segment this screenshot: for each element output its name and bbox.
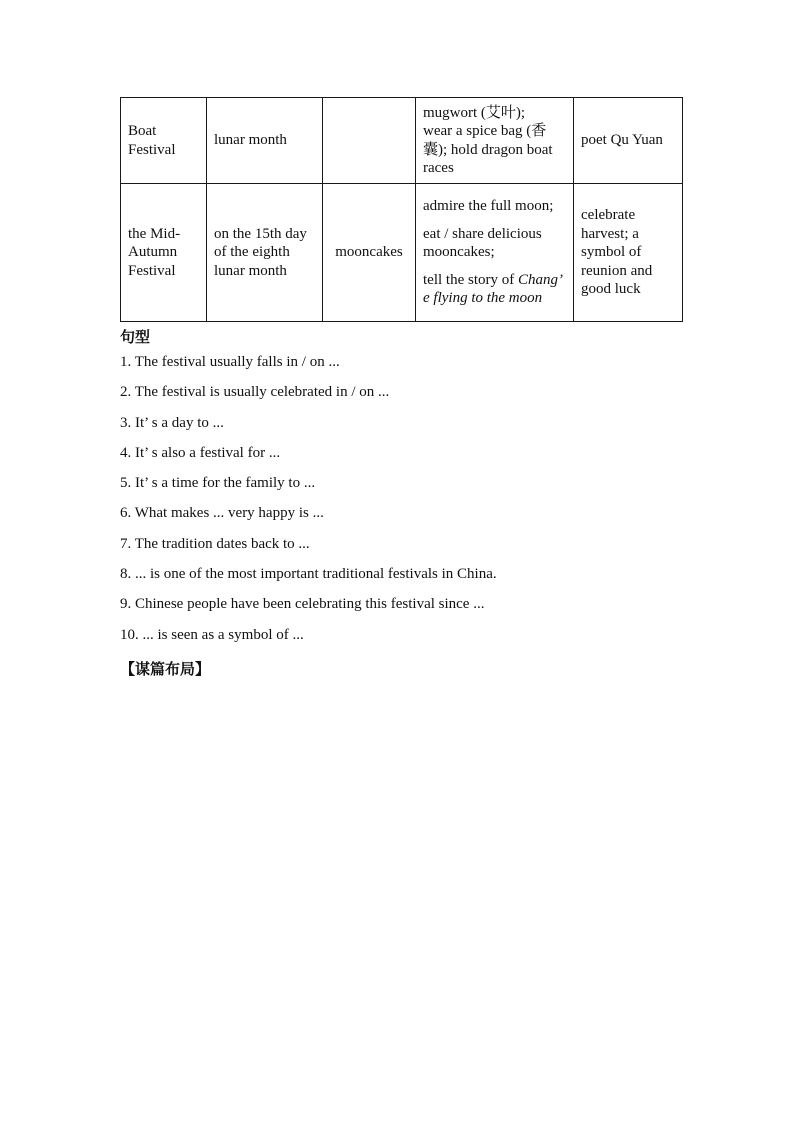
list-item: 4. It’ s also a festival for ...: [120, 444, 281, 461]
festival-name-cell: the Mid-Autumn Festival: [121, 184, 207, 322]
festival-time-cell: lunar month: [207, 98, 323, 184]
table-row: [121, 98, 683, 184]
festival-meaning-cell: poet Qu Yuan: [574, 98, 683, 184]
list-item: 9. Chinese people have been celebrating this festival since ...: [120, 596, 485, 613]
list-item: 2. The festival is usually celebrated in / on ...: [120, 384, 390, 401]
list-item: 10. ... is seen as a symbol of ...: [120, 626, 304, 643]
festival-food-cell: mooncakes: [323, 184, 416, 322]
list-item: 7. The tradition dates back to ...: [120, 535, 310, 552]
table-row: [121, 184, 683, 322]
activity-text: eat / share delicious mooncakes;: [423, 225, 542, 261]
activity-text: admire the full moon;: [423, 198, 554, 215]
story-title: Chang’ e flying to the moon: [423, 271, 562, 307]
list-item: 3. It’ s a day to ...: [120, 414, 224, 431]
festival-activities-cell: [416, 184, 574, 322]
sentence-pattern-list: [120, 352, 497, 655]
festival-meaning-cell: celebrate harvest; a symbol of reunion and good luck: [574, 184, 683, 322]
activity-text-part: tell the story of: [423, 271, 515, 288]
festival-food-cell: [323, 98, 416, 184]
activity-text: wear a spice bag (香囊); hold dragon boat races: [423, 123, 553, 176]
list-item: 1. The festival usually falls in / on ...: [120, 354, 340, 370]
list-item: 5. It’ s a time for the family to ...: [120, 475, 316, 492]
sentence-patterns-heading: 句型: [120, 328, 151, 346]
activity-text: mugwort (艾叶);: [423, 104, 526, 121]
list-item: 8. ... is one of the most important traditional festivals in China.: [120, 566, 497, 583]
festival-table: [120, 97, 683, 322]
festival-name-cell: Boat Festival: [121, 98, 207, 184]
festival-activities-cell: [416, 98, 574, 184]
list-item: 6. What makes ... very happy is ...: [120, 505, 324, 522]
layout-heading: 【谋篇布局】: [120, 660, 211, 678]
activity-text: [423, 271, 566, 308]
festival-time-cell: on the 15th day of the eighth lunar month: [207, 184, 323, 322]
